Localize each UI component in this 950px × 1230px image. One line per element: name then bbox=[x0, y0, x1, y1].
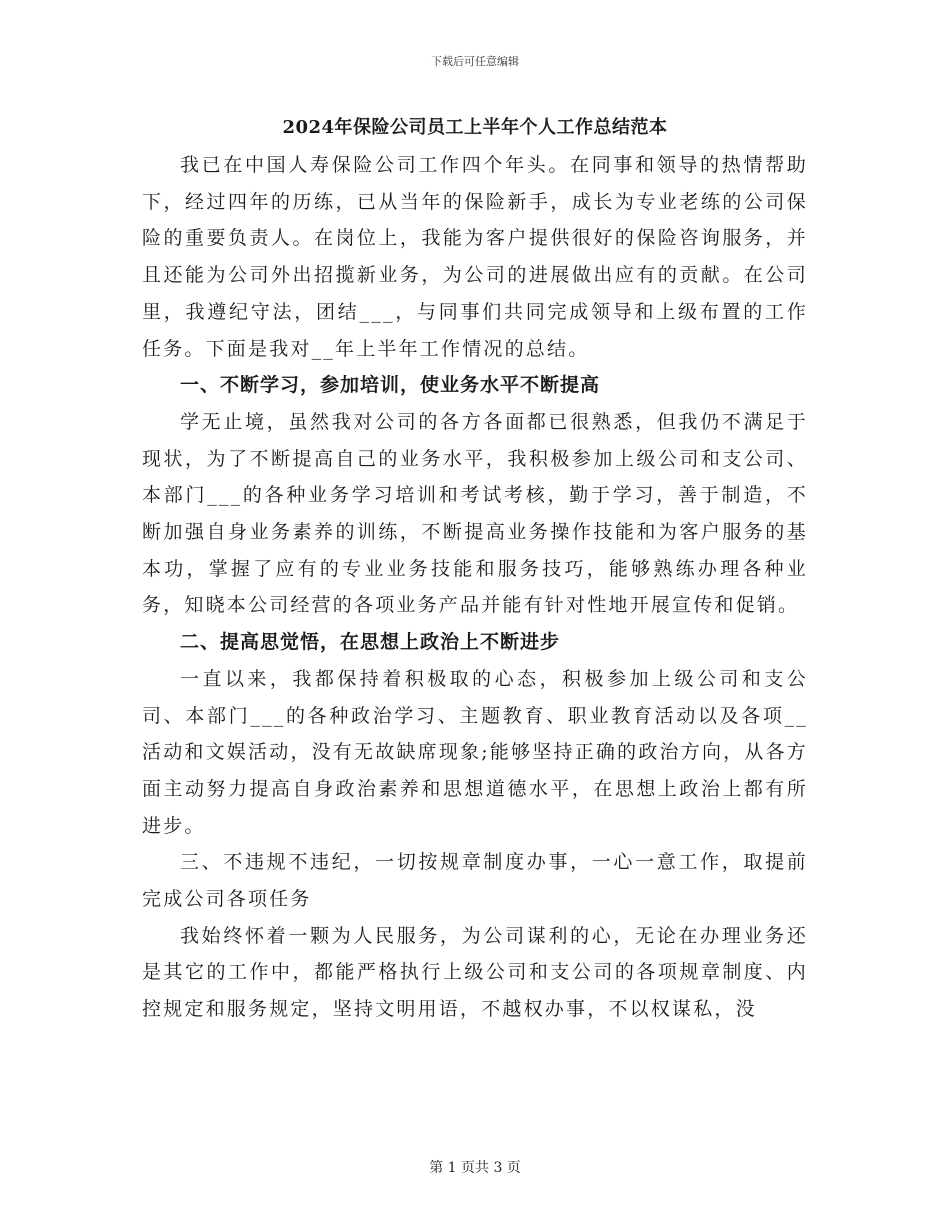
page-number: 第 1 页共 3 页 bbox=[429, 1160, 521, 1176]
paragraph-learning: 学无止境，虽然我对公司的各方各面都已很熟悉，但我仍不满足于现状，为了不断提高自己的业务水平，我积极参加上级公司和支公司、本部门___的各种业务学习培训和考试考核，勤于学习，善于制造，不断加强自身业务素养的训练，不断提高业务操作技能和为客户服务的基本功，掌握了应有的专业业务技能和服务技巧，能够熟练办理各种业务，知晓本公司经营的各项业务产品并能有针对性地开展宣传和促销。 bbox=[142, 410, 808, 617]
section-heading-2: 二、提高思觉悟，在思想上政治上不断进步 bbox=[180, 631, 561, 654]
paragraph-intro: 我已在中国人寿保险公司工作四个年头。在同事和领导的热情帮助下，经过四年的历练，已从当年的保险新手，成长为专业老练的公司保险的重要负责人。在岗位上，我能为客户提供很好的保险咨询服务，并且还能为公司外出招揽新业务，为公司的进展做出应有的贡献。在公司里，我遵纪守法，团结___，与同事们共同完成领导和上级布置的工作任务。下面是我对__年上半年工作情况的总结。 bbox=[142, 154, 808, 360]
document-title: 2024年保险公司员工上半年个人工作总结范本 bbox=[282, 117, 668, 138]
paragraph-rules: 我始终怀着一颗为人民服务，为公司谋利的心，无论在办理业务还是其它的工作中，都能严格执行上级公司和支公司的各项规章制度、内控规定和服务规定，坚持文明用语，不越权办事，不以权谋私，没 bbox=[142, 924, 808, 1021]
document-body bbox=[142, 113, 808, 1028]
section-heading-3: 三、不违规不违纪，一切按规章制度办事，一心一意工作，取提前完成公司各项任务 bbox=[142, 851, 808, 911]
section-heading-1: 一、不断学习，参加培训，使业务水平不断提高 bbox=[180, 374, 601, 397]
header-note: 下载后可任意编辑 bbox=[431, 55, 519, 68]
paragraph-political: 一直以来，我都保持着积极取的心态，积极参加上级公司和支公司、本部门___的各种政治学习、主题教育、职业教育活动以及各项__活动和文娱活动，没有无故缺席现象;能够坚持正确的政治方向，从各方面主动努力提高自身政治素养和思想道德水平，在思想上政治上都有所进步。 bbox=[142, 667, 808, 837]
